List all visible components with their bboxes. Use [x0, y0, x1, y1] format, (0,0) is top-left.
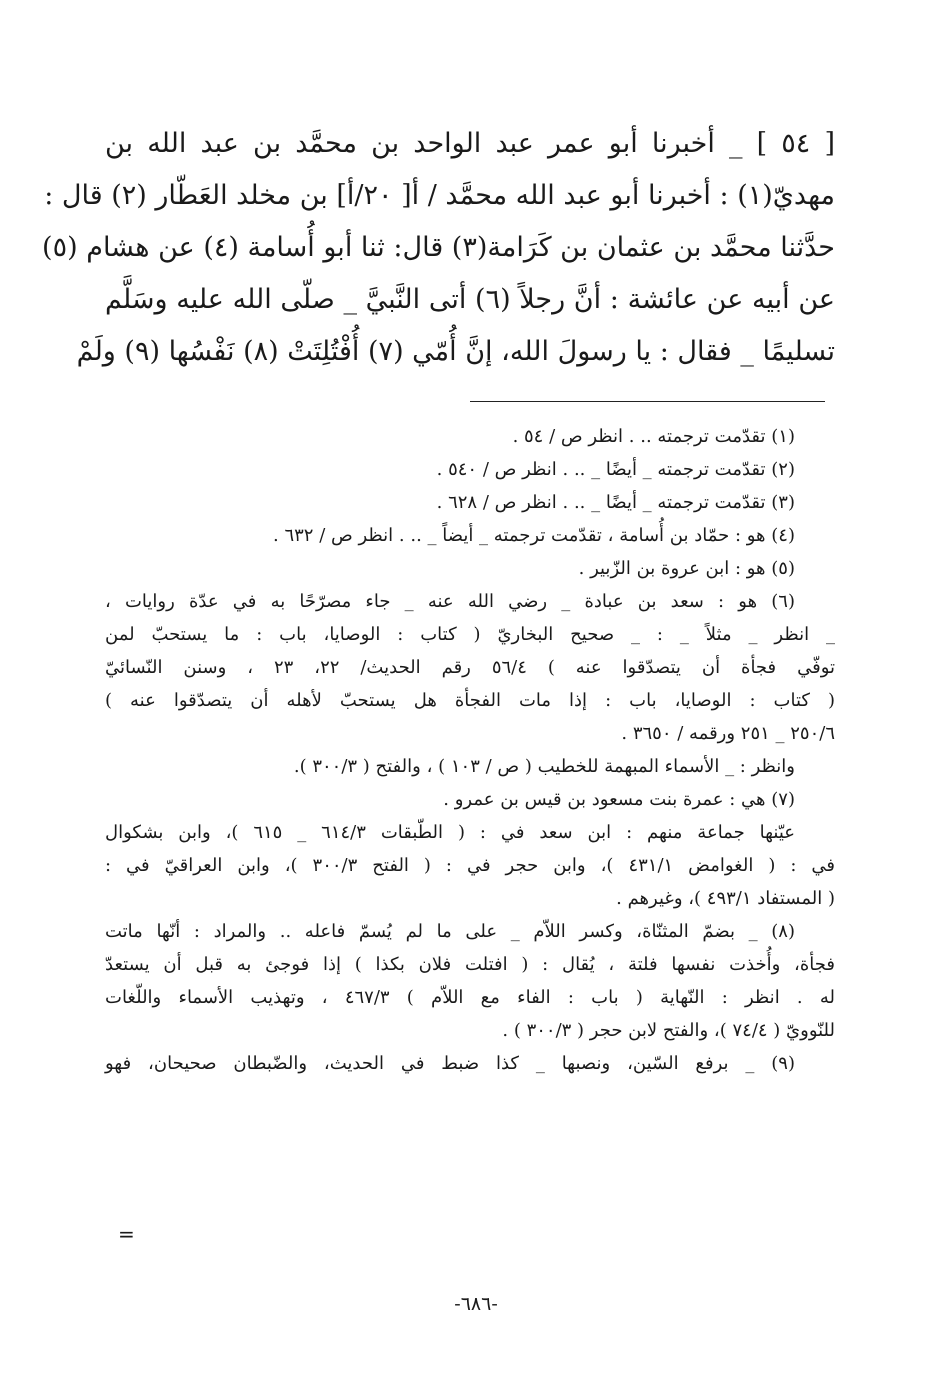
main-text-line: حدَّثنا محمَّد بن عثمان بن كَرَامة(٣) قال: ثنا أبو أُسامة (٤) عن هشام (٥) [42, 232, 835, 263]
footnotes-section [105, 420, 835, 1080]
continuation-mark: = [118, 1222, 135, 1246]
footnote-6-line: _ انظر _ مثلاً _ : _ صحيح البخاريّ ( كتاب : الوصايا، باب : ما يستحبّ لمن [105, 624, 835, 645]
footnote-divider [470, 401, 825, 402]
footnote-6: (٦) هو : سعد بن عبادة _ رضي الله عنه _ جاء مصرّحًا به في عدّة روايات ، [105, 591, 795, 612]
footnote-9: (٩) _ برفع السّين، ونصبها _ كذا ضبط في الحديث، والضّبطان صحيحان، فهو [105, 1053, 795, 1074]
hadith-main-text [42, 118, 835, 378]
page-number: -٦٨٦- [454, 1293, 498, 1315]
footnote-8-line: له . انظر : النّهاية ( باب : الفاء مع اللاّم ) ٤٦٧/٣ ، وتهذيب الأسماء واللّغات [105, 987, 836, 1008]
footnote-8: (٨) _ بضمّ المثنّاة، وكسر اللاّم _ على ما لم يُسمّ فاعله .. والمراد : أنّها ماتت [105, 921, 795, 942]
footnote-7-line: في : ( الغوامض ٤٣١/١ )، وابن حجر في : ( الفتح ٣٠٠/٣ )، وابن العراقيّ في : [105, 855, 835, 876]
footnote-7-line: عيّنها جماعة منهم : ابن سعد في : ( الطّبقات ٦١٤/٣ _ ٦١٥ )، وابن بشكوال [105, 822, 795, 843]
footnote-3: (٣) تقدّمت ترجمته _ أيضًا _ .. . انظر ص / ٦٢٨ . [436, 492, 795, 513]
footnote-5: (٥) هو : ابن عروة بن الزّبير . [578, 558, 795, 579]
footnote-8-line: فجأة، وأُخذت نفسها فلتة ، يُقال : ( افتلت فلان بكذا ) إذا فوجئ به قبل أن يستعدّ [105, 954, 835, 975]
footnote-6-line: ٢٥٠/٦ _ ٢٥١ ورقمه / ٣٦٥٠ . [621, 723, 835, 744]
footnote-1: (١) تقدّمت ترجمته .. . انظر ص / ٥٤ . [512, 426, 795, 447]
main-text-line: مهديّ(١) : أخبرنا أبو عبد الله محمَّد / أ[ ٢٠/أ] بن مخلد العَطّار (٢) قال : [44, 180, 835, 211]
main-text-line: [ ٥٤ ] _ أخبرنا أبو عمر عبد الواحد بن محمَّد بن عبد الله بن [105, 128, 835, 159]
footnote-7-line: ( المستفاد ٤٩٣/١ )، وغيرهم . [616, 888, 835, 909]
footnote-6-line: وانظر : _ الأسماء المبهمة للخطيب ( ص / ١٠٣ ) ، والفتح ( ٣٠٠/٣ ). [293, 756, 795, 777]
footnote-6-line: توفّي فجأة أن يتصدّقوا عنه ) ٥٦/٤ رقم الحديث/ ٢٢، ٢٣ ، وسنن النّسائيّ [105, 657, 836, 678]
footnote-8-line: للنّوويّ ( ٧٤/٤ )، والفتح لابن حجر ( ٣٠٠/٣ ) . [502, 1020, 835, 1041]
footnote-6-line: ( كتاب : الوصايا، باب : إذا مات الفجأة هل يستحبّ لأهله أن يتصدّقوا عنه ) [105, 690, 835, 711]
footnote-4: (٤) هو : حمّاد بن أُسامة ، تقدّمت ترجمته _ أيضاً _ .. . انظر ص / ٦٣٢ . [273, 525, 795, 546]
footnote-2: (٢) تقدّمت ترجمته _ أيضًا _ .. . انظر ص / ٥٤٠ . [436, 459, 795, 480]
main-text-line: تسليمًا _ فقال : يا رسولَ الله، إنَّ أُمّي (٧) أُفْتُلِتَتْ (٨) نَفْسُها (٩) ولَمْ [76, 336, 835, 367]
footnote-7: (٧) هي : عمرة بنت مسعود بن قيس بن عمرو . [443, 789, 795, 810]
main-text-line: عن أبيه عن عائشة : أنَّ رجلاً (٦) أتى النَّبيَّ _ صلّى الله عليه وسَلَّم [105, 284, 835, 315]
